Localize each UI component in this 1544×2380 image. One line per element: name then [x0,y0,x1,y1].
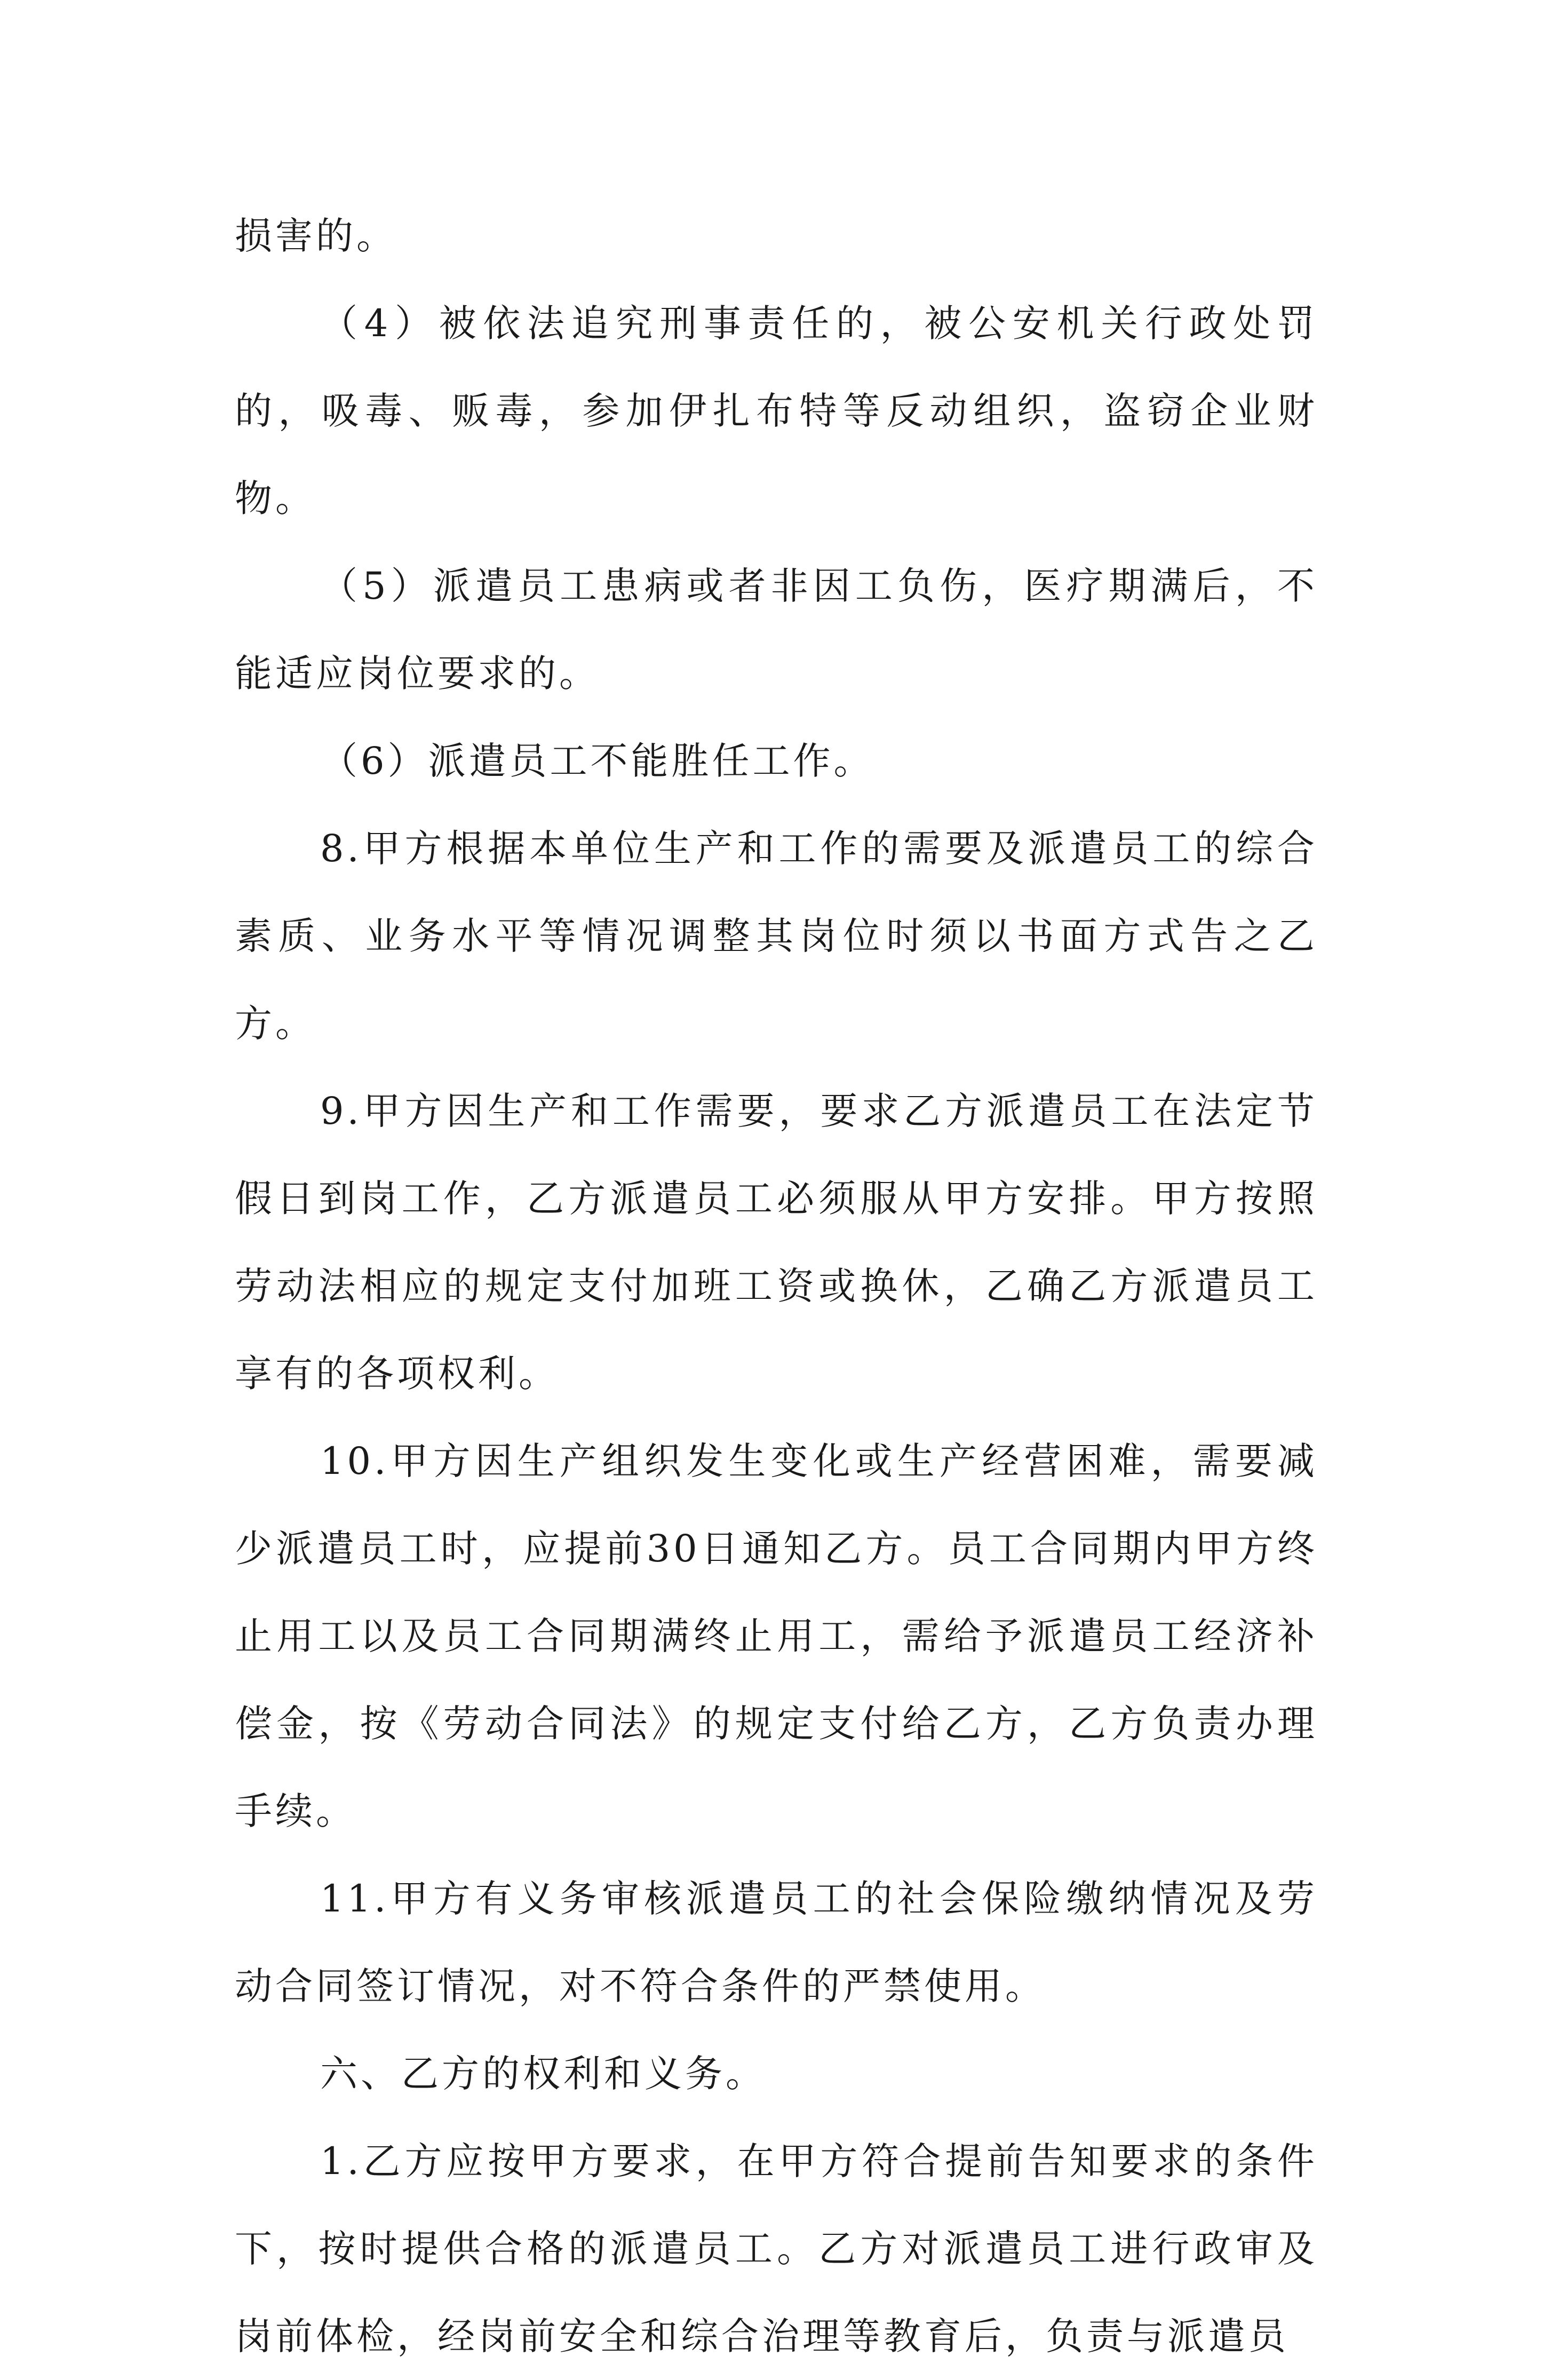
document-body [235,192,1318,2380]
paragraph-continuation: 损害的。 [235,214,397,258]
paragraph-clause-6: （6）派遣员工不能胜任工作。 [320,739,874,783]
paragraph-party-b-item-1: 1.乙方应按甲方要求，在甲方符合提前告知要求的条件下，按时提供合格的派遣员工。乙方对派遣员工进行政审及岗前体检，经岗前安全和综合治理等教育后，负责与派遣员 [235,2139,1318,2358]
paragraph-clause-5: （5）派遣员工患病或者非因工负伤，医疗期满后，不能适应岗位要求的。 [235,564,1318,695]
paragraph-item-10: 10.甲方因生产组织发生变化或生产经营困难，需要减少派遣员工时，应提前30日通知乙方。员工合同期内甲方终止用工以及员工合同期满终止用工，需给予派遣员工经济补偿金，按《劳动合同法》的规定支付给乙方，乙方负责办理手续。 [235,1439,1318,1833]
section-heading-6: 六、乙方的权利和义务。 [320,2052,766,2096]
paragraph-item-9: 9.甲方因生产和工作需要，要求乙方派遣员工在法定节假日到岗工作，乙方派遣员工必须服从甲方安排。甲方按照劳动法相应的规定支付加班工资或换休，乙确乙方派遣员工享有的各项权利。 [235,1089,1318,1395]
paragraph-clause-4: （4）被依法追究刑事责任的，被公安机关行政处罚的，吸毒、贩毒，参加伊扎布特等反动组织，盗窃企业财物。 [235,302,1318,520]
paragraph-item-8: 8.甲方根据本单位生产和工作的需要及派遣员工的综合素质、业务水平等情况调整其岗位时须以书面方式告之乙方。 [235,827,1318,1045]
paragraph-item-11: 11.甲方有义务审核派遣员工的社会保险缴纳情况及劳动合同签订情况，对不符合条件的严禁使用。 [235,1877,1318,2008]
